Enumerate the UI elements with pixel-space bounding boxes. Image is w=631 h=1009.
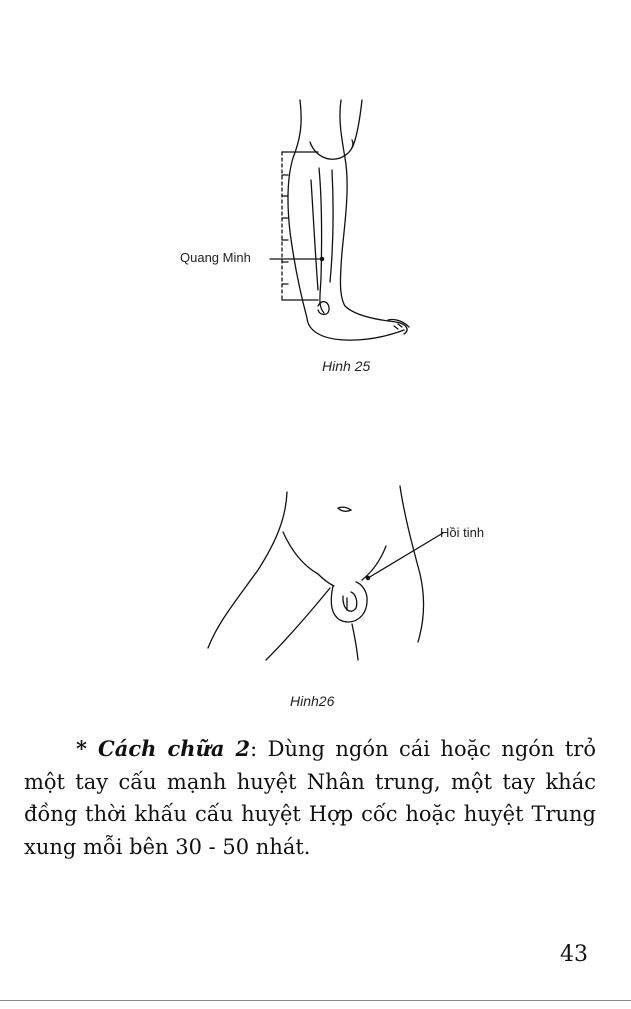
bottom-rule xyxy=(0,1000,631,1001)
figure-25-caption: Hinh 25 xyxy=(322,358,371,374)
treatment-paragraph xyxy=(24,733,596,863)
paragraph-body: : Dùng ngón cái hoặc ngón trỏ một tay cấu mạnh huyệt Nhân trung, một tay khác đồng thời khấu cấu huyệt Hợp cốc hoặc huyệt Trung xung mỗi bên 30 - 50 nhát. xyxy=(24,737,596,859)
figure-25 xyxy=(0,0,631,380)
quang-minh-label: Quang Minh xyxy=(180,250,251,265)
leg-illustration xyxy=(0,0,631,380)
paragraph-lead: * Cách chữa 2 xyxy=(76,736,251,761)
page-number: 43 xyxy=(560,942,588,967)
figure-26 xyxy=(0,470,631,720)
abdomen-illustration xyxy=(0,470,631,720)
hoi-tinh-label: Hồi tinh xyxy=(440,525,485,540)
figure-26-caption: Hinh26 xyxy=(290,693,335,709)
